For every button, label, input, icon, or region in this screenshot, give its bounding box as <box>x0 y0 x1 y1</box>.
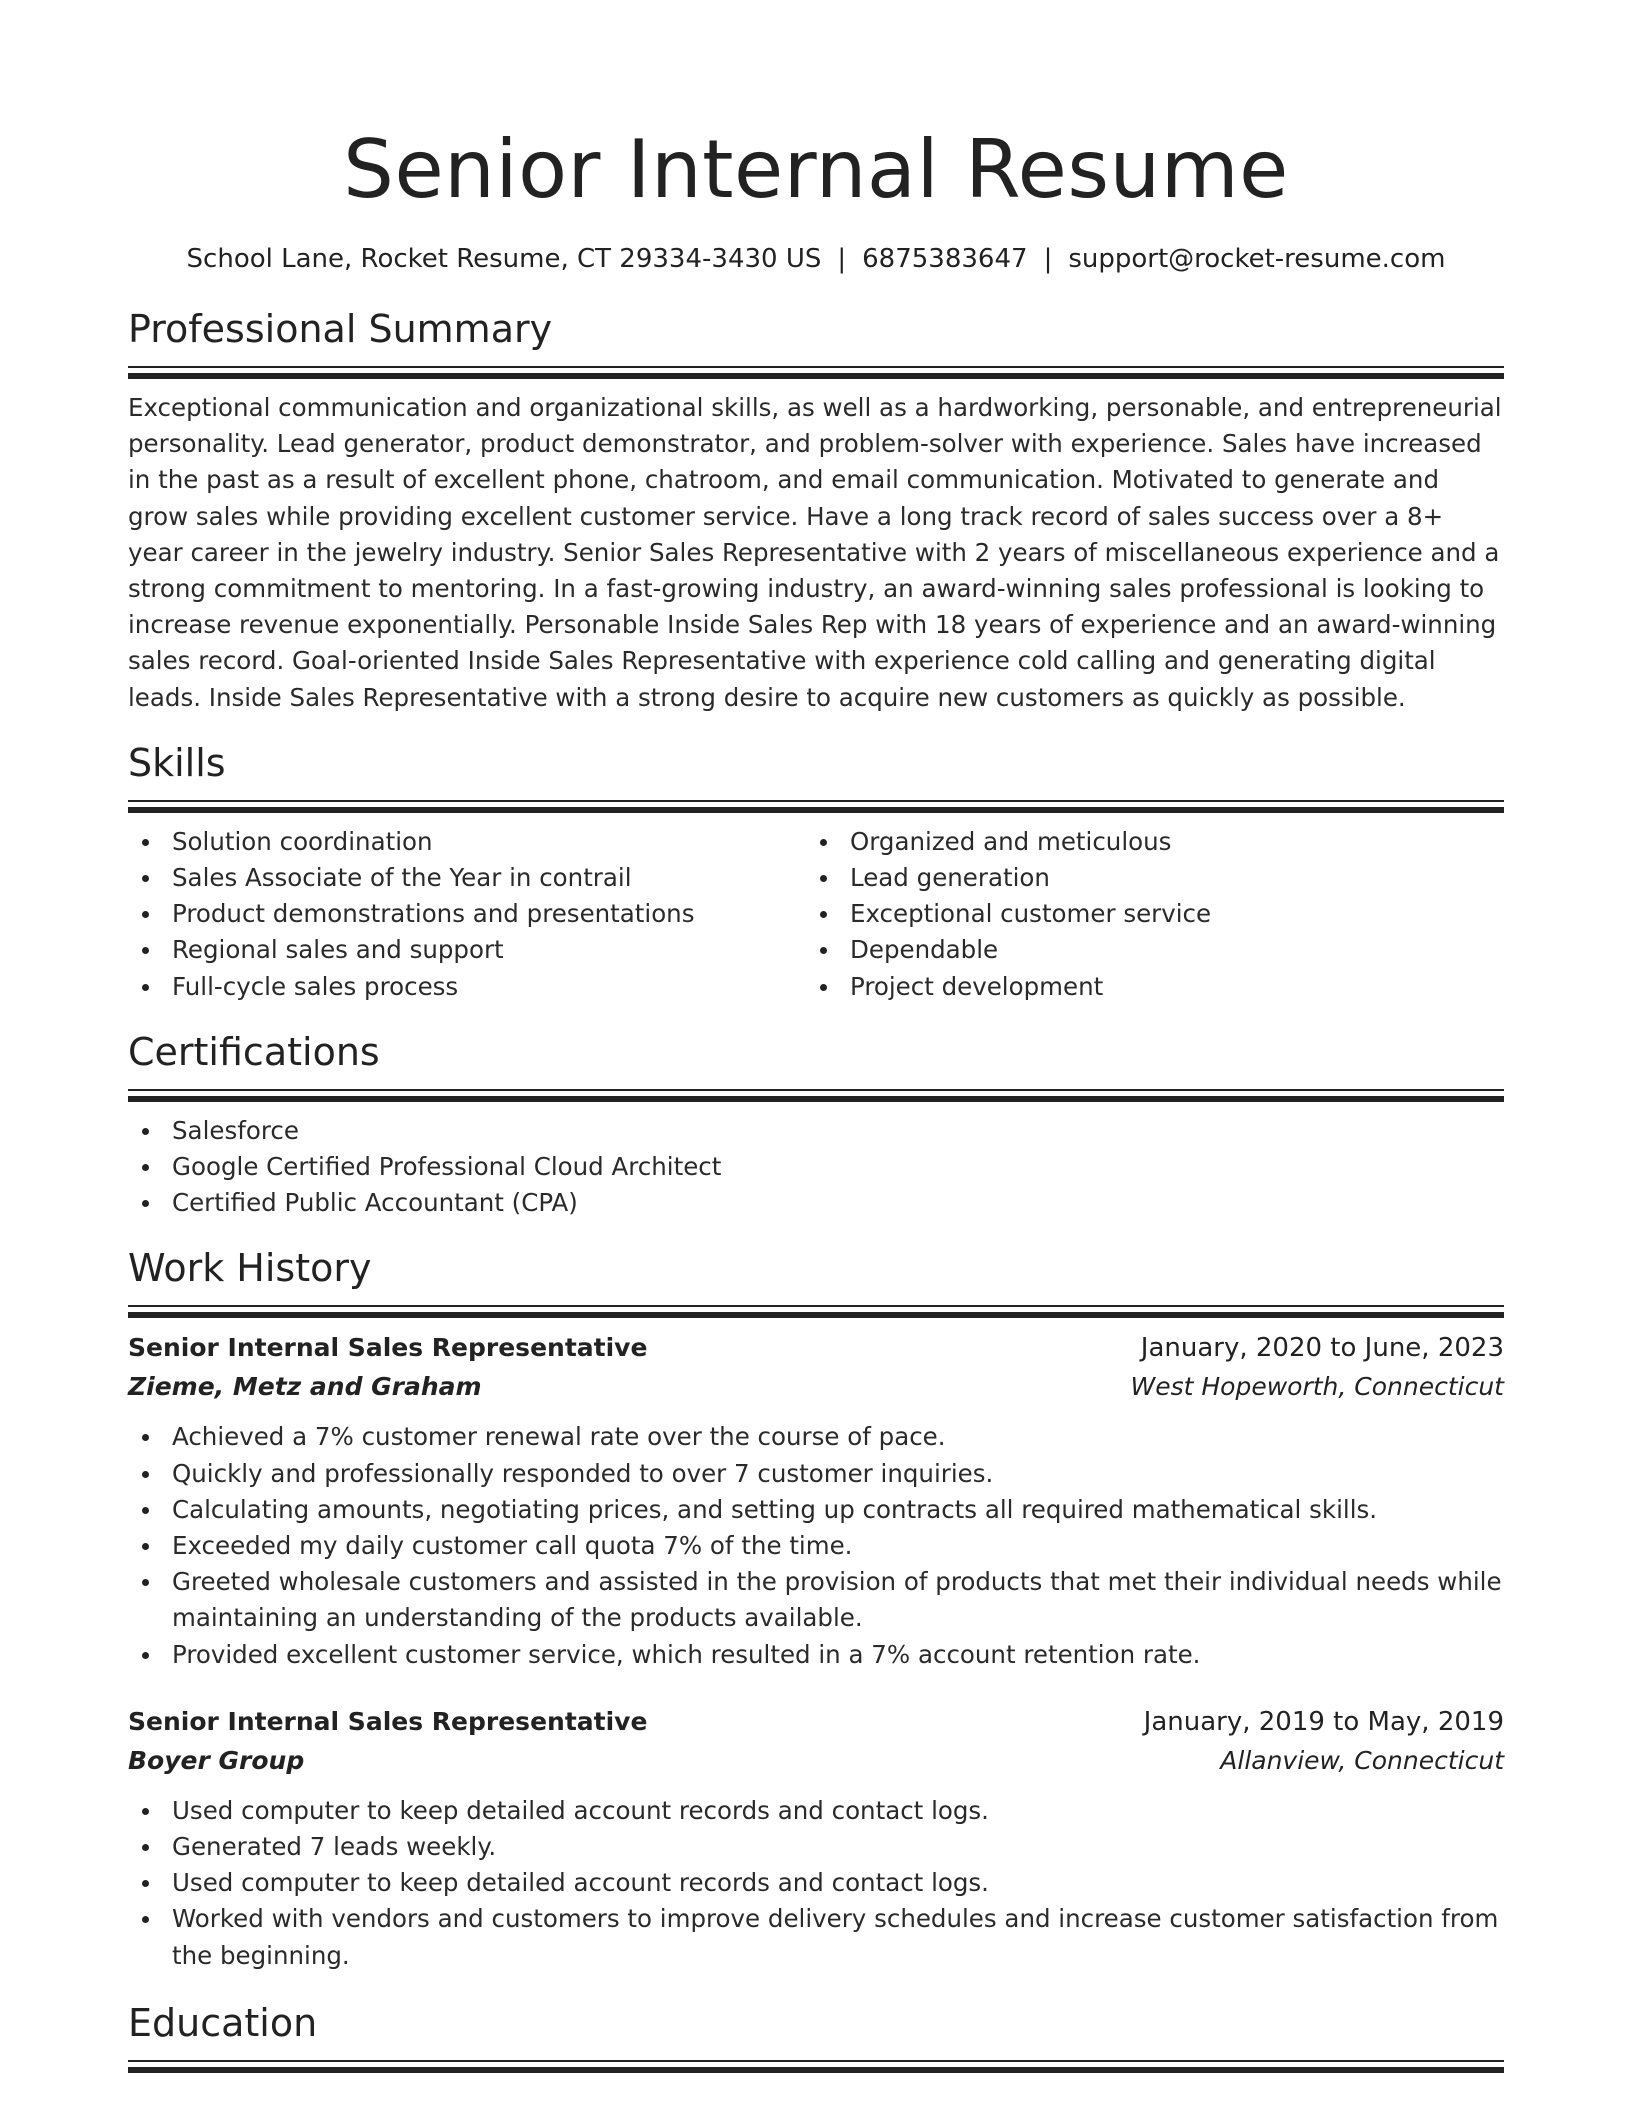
skill-item: Exceptional customer service <box>806 896 1484 932</box>
job-entry <box>128 1703 1504 1974</box>
job-bullet: Generated 7 leads weekly. <box>128 1829 1504 1865</box>
skill-item: Lead generation <box>806 860 1484 896</box>
job-header-row <box>128 1329 1504 1367</box>
skills-list-right <box>806 824 1484 1005</box>
job-bullet: Quickly and professionally responded to over 7 customer inquiries. <box>128 1456 1504 1492</box>
section-divider <box>128 1305 1504 1315</box>
section-title-summary: Professional Summary <box>128 307 553 351</box>
job-bullet: Provided excellent customer service, which resulted in a 7% account retention rate. <box>128 1637 1504 1673</box>
skill-item: Product demonstrations and presentations <box>128 896 806 932</box>
work-history-section <box>128 1245 1504 1973</box>
job-bullet: Used computer to keep detailed account records and contact logs. <box>128 1793 1504 1829</box>
job-location: Allanview, Connecticut <box>1220 1745 1504 1775</box>
skill-item: Organized and meticulous <box>806 824 1484 860</box>
summary-section <box>128 306 1504 716</box>
section-divider <box>128 1089 1504 1099</box>
section-title-skills: Skills <box>128 740 226 785</box>
section-divider <box>128 800 1504 810</box>
skill-item: Project development <box>806 969 1484 1005</box>
certifications-list <box>128 1113 1504 1222</box>
section-divider <box>128 2060 1504 2070</box>
job-bullet: Worked with vendors and customers to improve delivery schedules and increase customer satisfaction from the beginning. <box>128 1901 1504 1973</box>
job-bullets <box>128 1793 1504 1974</box>
job-bullet: Calculating amounts, negotiating prices, and setting up contracts all required mathematical skills. <box>128 1492 1504 1528</box>
job-bullet: Used computer to keep detailed account records and contact logs. <box>128 1865 1504 1901</box>
resume-title: Senior Internal Resume <box>343 123 1289 216</box>
job-header-row <box>128 1703 1504 1741</box>
job-bullets <box>128 1419 1504 1672</box>
address: School Lane, Rocket Resume, CT 29334-3430 US <box>186 244 822 274</box>
education-section <box>128 2000 1504 2070</box>
job-entry <box>128 1329 1504 1672</box>
skill-item: Solution coordination <box>128 824 806 860</box>
skills-grid <box>128 824 1504 1005</box>
job-dates: January, 2019 to May, 2019 <box>1143 1706 1504 1737</box>
resume-page <box>128 0 1504 2070</box>
job-dates: January, 2020 to June, 2023 <box>1140 1333 1504 1364</box>
section-title-work-history: Work History <box>128 1246 372 1291</box>
contact-separator: | <box>1043 244 1053 274</box>
job-company-row <box>128 1741 1504 1781</box>
section-title-education: Education <box>128 2000 318 2045</box>
job-company-row <box>128 1367 1504 1407</box>
phone: 6875383647 <box>862 244 1028 274</box>
email-link[interactable]: support@rocket-resume.com <box>1068 244 1446 274</box>
job-bullet: Greeted wholesale customers and assisted in the provision of products that met their individual needs while maintaining an understanding of the products available. <box>128 1564 1504 1636</box>
section-divider <box>128 366 1504 376</box>
job-bullet: Exceeded my daily customer call quota 7% of the time. <box>128 1528 1504 1564</box>
job-title: Senior Internal Sales Representative <box>128 1333 648 1363</box>
job-title: Senior Internal Sales Representative <box>128 1706 648 1736</box>
certification-item: Google Certified Professional Cloud Architect <box>128 1149 1504 1185</box>
certification-item: Certified Public Accountant (CPA) <box>128 1185 1504 1221</box>
job-location: West Hopeworth, Connecticut <box>1130 1372 1504 1402</box>
skills-section <box>128 740 1504 1005</box>
skill-item: Full-cycle sales process <box>128 969 806 1005</box>
section-title-certifications: Certifications <box>128 1029 380 1074</box>
certification-item: Salesforce <box>128 1113 1504 1149</box>
skill-item: Sales Associate of the Year in contrail <box>128 860 806 896</box>
job-company: Boyer Group <box>128 1745 305 1775</box>
job-company: Zieme, Metz and Graham <box>128 1372 482 1402</box>
skill-item: Regional sales and support <box>128 932 806 968</box>
contact-separator: | <box>837 244 847 274</box>
summary-text: Exceptional communication and organizational skills, as well as a hardworking, personable, and entrepreneurial personality. Lead generator, product demonstrator, and problem-solver with experience. Sales have increased in the past as a result of excellent phone, chatroom, and email communication. Motivated to generate and grow sales while providing excellent customer service. Have a long track record of sales success over a 8+ year career in the jewelry industry. Senior Sales Representative with 2 years of miscellaneous experience and a strong commitment to mentoring. In a fast-growing industry, an award-winning sales professional is looking to increase revenue exponentially. Personable Inside Sales Rep with 18 years of experience and an award-winning sales record. Goal-oriented Inside Sales Representative with experience cold calling and generating digital leads. Inside Sales Representative with a strong desire to acquire new customers as quickly as possible. <box>128 393 1502 712</box>
certifications-section <box>128 1029 1504 1222</box>
skills-list-left <box>128 824 806 1005</box>
contact-line <box>128 242 1504 276</box>
skill-item: Dependable <box>806 932 1484 968</box>
job-bullet: Achieved a 7% customer renewal rate over the course of pace. <box>128 1419 1504 1455</box>
